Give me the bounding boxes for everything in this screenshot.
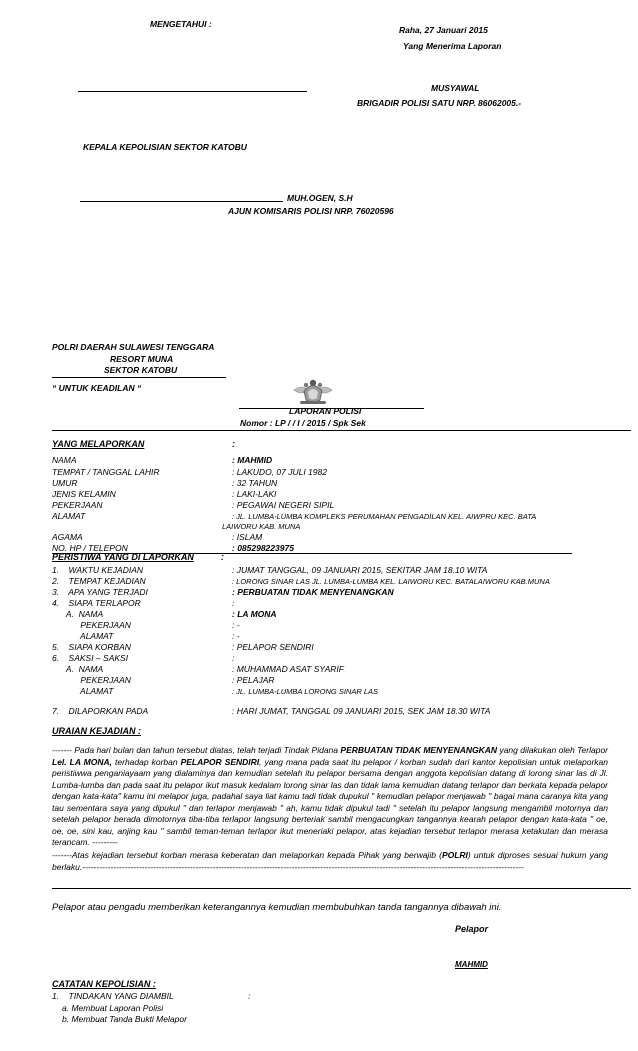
incident-value-4a-address: : - [232,631,240,641]
pelapor-label: Pelapor [455,924,489,934]
reporter-value-religion: : ISLAM [232,532,263,542]
reporter-value-address: : JL. LUMBA-LUMBA KOMPLEKS PERUMAHAN PENGADILAN KEL. AIWPRU KEC. BATA [232,512,537,521]
reporter-label-nama: NAMA [52,455,77,465]
reporter-value-umur: : 32 TAHUN [232,478,278,488]
incident-value-7: : HARI JUMAT, TANGGAL 09 JANUARI 2015, SEK JAM 18.30 WITA [232,706,491,716]
incident-label-1: 1. WAKTU KEJADIAN [52,565,144,575]
header-line3: SEKTOR KATOBU [104,365,178,375]
pelapor-name: MAHMID [455,960,488,969]
reporter-label-ttl: TEMPAT / TANGGAL LAHIR [52,467,160,477]
incident-value-6: : [232,653,235,663]
header-line1: POLRI DAERAH SULAWESI TENGGARA [52,342,215,352]
incident-value-6a: : MUHAMMAD ASAT SYARIF [232,664,344,674]
incident-label-6a: A. NAMA [52,664,104,674]
incident-label-7: 7. DILAPORKAN PADA [52,706,149,716]
incident-value-1: : JUMAT TANGGAL, 09 JANUARI 2015, SEKITAR JAM 18.10 WITA [232,565,488,575]
reporter-label-gender: JENIS KELAMIN [52,489,116,499]
incident-value-2: : LORONG SINAR LAS JL. LUMBA-LUMBA KEL. LAIWORU KEC. BATALAIWORU KAB.MUNA [232,577,550,586]
kapolsek-rank: AJUN KOMISARIS POLISI NRP. 76020596 [228,206,394,216]
closing-statement: Pelapor atau pengadu memberikan keterangannya kemudian membubuhkan tanda tangannya dibawah ini. [52,902,502,913]
catatan-item-1-colon: : [248,991,251,1001]
uraian-paragraph-2: -------Atas kejadian tersebut korban merasa keberatan dan melaporkan kepada Pihak yang berwajib (POLRI) untuk diproses sesuai hukum yang berlaku.------------------------------------------------------------------------------------------------------------------------------------------------------------ [52,850,608,872]
motto: “ UNTUK KEADILAN “ [52,383,142,393]
reporter-heading: YANG MELAPORKAN [52,439,145,449]
incident-label-6a-job: PEKERJAAN [52,675,131,685]
receiver-name: MUSYAWAL [431,83,480,93]
receiver-title: Yang Menerima Laporan [403,41,502,51]
incident-label-6a-address: ALAMAT [52,686,114,696]
closing-divider [52,888,631,889]
reporter-label-job: PEKERJAAN [52,500,103,510]
police-emblem-icon [290,376,336,406]
reporter-value-nama: : MAHMID [232,455,273,465]
report-title: LAPORAN POLISI [289,406,362,416]
catatan-item-1: 1. TINDAKAN YANG DIAMBIL [52,991,174,1001]
incident-value-5: : PELAPOR SENDIRI [232,642,314,652]
incident-label-6: 6. SAKSI – SAKSI [52,653,129,663]
section-divider [52,430,631,431]
incident-label-4: 4. SIAPA TERLAPOR [52,598,141,608]
header-underline [52,377,226,378]
uraian-heading: URAIAN KEJADIAN : [52,726,142,736]
incident-value-4a: : LA MONA [232,609,277,619]
receiver-rank: BRIGADIR POLISI SATU NRP. 86062005.- [357,98,522,108]
reporter-value-job: : PEGAWAI NEGERI SIPIL [232,500,335,510]
mengetahui-label: MENGETAHUI : [150,19,212,29]
reporter-value-address-cont: LAIWORU KAB. MUNA [222,522,301,531]
incident-label-5: 5. SIAPA KORBAN [52,642,131,652]
incident-value-4a-job: : - [232,620,240,630]
place-date: Raha, 27 Januari 2015 [399,25,488,35]
uraian-paragraph-1: ------- Pada hari bulan dan tahun tersebut diatas, telah terjadi Tindak Pidana PERBUATAN TIDAK MENYENANGKAN yang dilakukan oleh Terlapor Lel. LA MONA, terhadap korban PELAPOR SENDIRI, yang mana pada saat itu pelapor / korban sudah dari kantor kepolisian untuk melaporkan peristiwwa penganiayaam yang dialaminya dan kemudian setelah itu pelapor bersama dengan anggota kepolisian datang di lorong sinar las di Jl. Lumba-lumba dan pada saat itu pelapor ikut masuk kedalam lorong sinar las dan tidak lama kemudian datang terlapor dan berkata kepada pelapor dengan kata-kata" kamu ini melapor juga, padahal saya liat kamu tadi tidak dupukul " kemudian pelapor menjawab " bagai mana caranya kita yang tau sementara saya yang dipukul " dan terlapor menjawab " ah, kamu tidak dipukul tadi " setelah itu pelapor langsung mengambil motornya dan setelah pelapor berada dimotornya tiba-tiba terlapor langsung berteriak sambil mengacungkan tangannya kearah pelapor dengan kata-kata " oe, oe, oe, sini kau, anjing kau " sambil teman-teman terlapor ikut meneriaki pelapor, atas kejadian tersebut terlapor merasa ketakutan dan merasa terancam. --------- [52,745,608,847]
incident-heading: PERISTIWA YANG DI LAPORKAN [52,552,194,562]
reporter-label-religion: AGAMA [52,532,83,542]
incident-value-3: : PERBUATAN TIDAK MENYENANGKAN [232,587,394,597]
signature-line-mengetahui [78,91,307,92]
incident-label-4a-job: PEKERJAAN [52,620,131,630]
incident-value-6a-address: : JL. LUMBA-LUMBA LORONG SINAR LAS [232,687,379,696]
incident-heading-colon: : [221,552,224,562]
reporter-value-phone: : 085298223975 [232,543,294,553]
report-number: Nomor : LP / / I / 2015 / Spk Sek [240,418,366,428]
reporter-value-gender: : LAKI-LAKI [232,489,277,499]
kapolsek-name: MUH.OGEN, S.H [287,193,353,203]
reporter-heading-colon: : [232,439,235,449]
incident-value-4: : [232,598,235,608]
kapolsek-title: KEPALA KEPOLISIAN SEKTOR KATOBU [83,142,247,152]
signature-line-kapolsek [80,201,283,202]
incident-value-6a-job: : PELAJAR [232,675,275,685]
catatan-item-b: b. Membuat Tanda Bukti Melapor [62,1014,187,1024]
header-line2: RESORT MUNA [110,354,174,364]
reporter-label-phone: NO. HP / TELEPON [52,543,128,553]
reporter-value-ttl: : LAKUDO, 07 JULI 1982 [232,467,327,477]
incident-label-4a-address: ALAMAT [52,631,114,641]
catatan-item-a: a. Membuat Laporan Polisi [62,1003,164,1013]
incident-label-3: 3. APA YANG TERJADI [52,587,148,597]
reporter-label-umur: UMUR [52,478,78,488]
catatan-heading: CATATAN KEPOLISIAN : [52,979,156,989]
reporter-label-address: ALAMAT [52,511,86,521]
incident-label-2: 2. TEMPAT KEJADIAN [52,576,146,586]
incident-label-4a: A. NAMA [52,609,104,619]
